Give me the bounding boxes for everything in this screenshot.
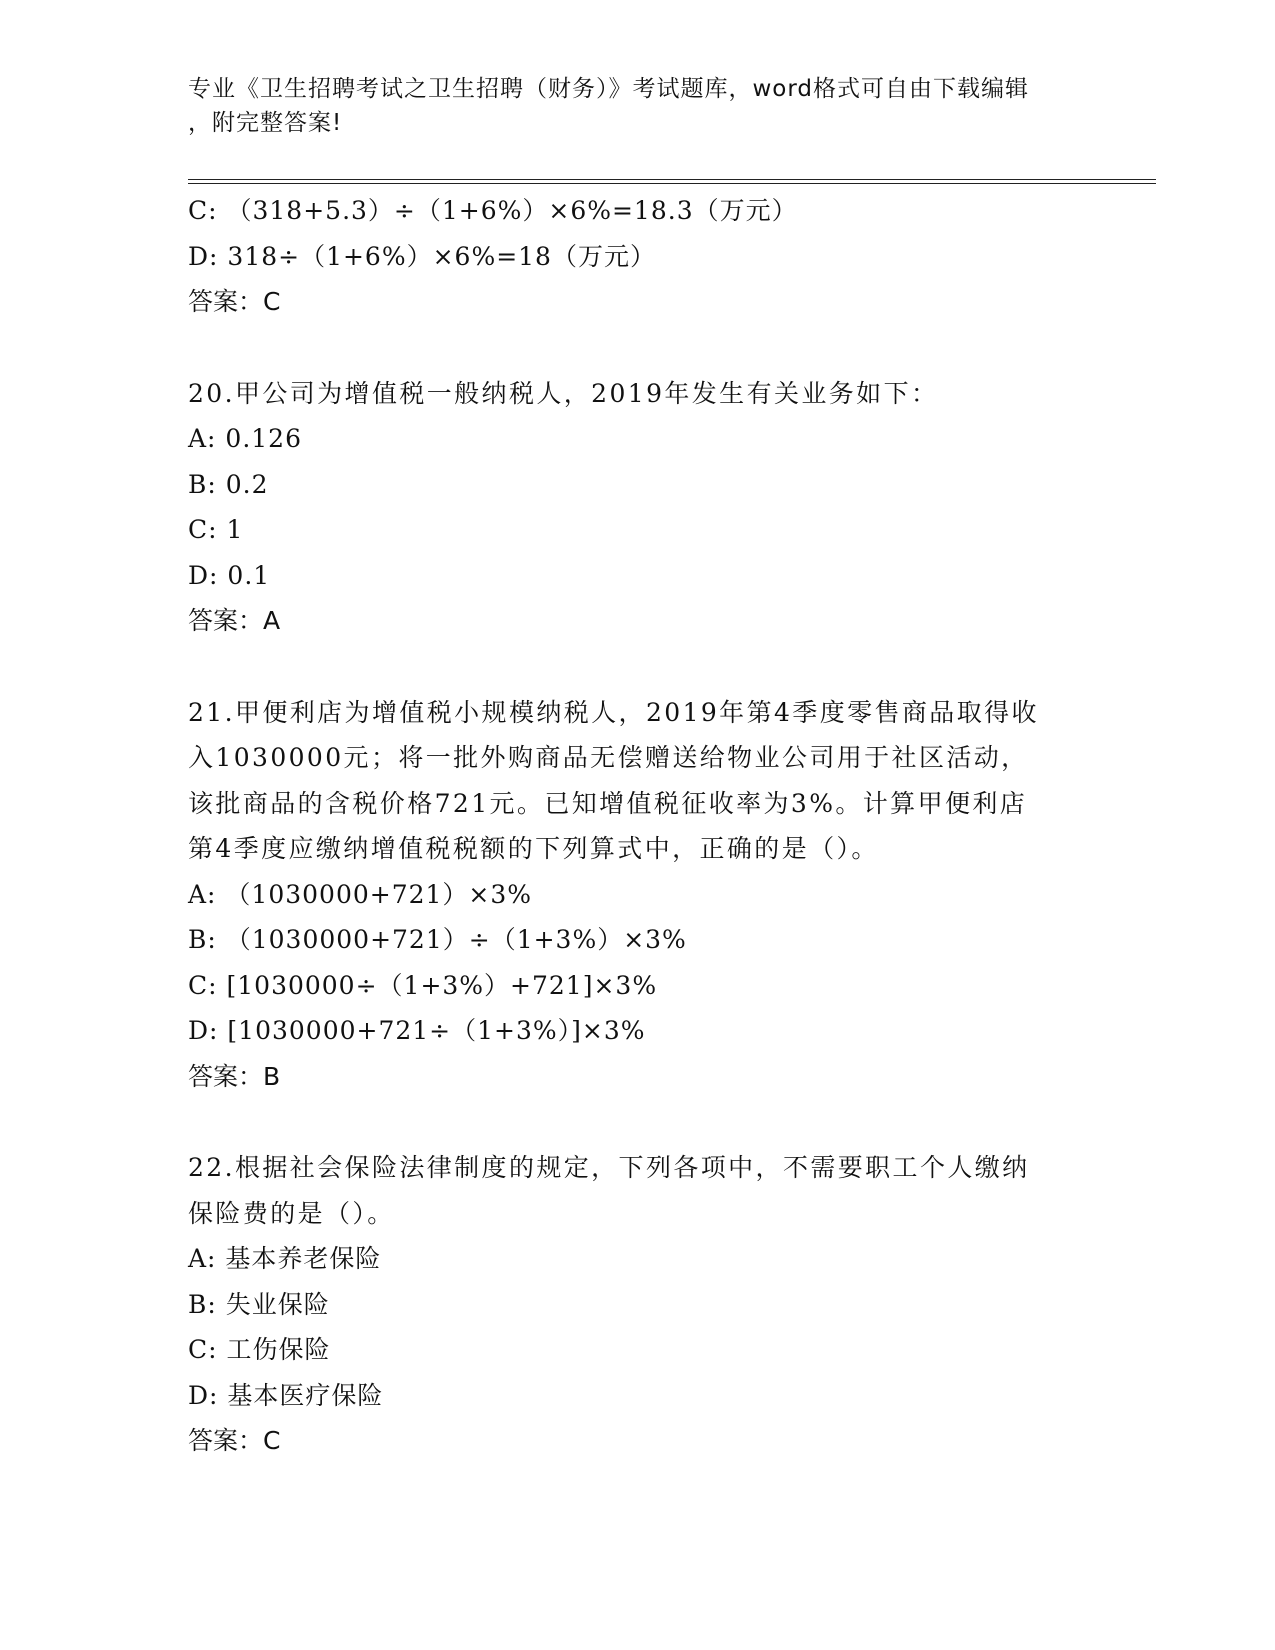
question-text: 入1030000元；将一批外购商品无偿赠送给物业公司用于社区活动， — [188, 743, 1029, 772]
question-text: 第4季度应缴纳增值税税额的下列算式中，正确的是（）。 — [188, 834, 879, 863]
option-d: D: 基本医疗保险 — [188, 1380, 384, 1410]
option-d: D: 0.1 — [188, 560, 271, 590]
question-block — [188, 1145, 1088, 1464]
option-c: C: （318+5.3）÷（1+6%）×6%=18.3（万元） — [188, 196, 798, 225]
question-text: 21.甲便利店为增值税小规模纳税人，2019年第4季度零售商品取得收 — [188, 697, 1039, 727]
question-text: 20.甲公司为增值税一般纳税人，2019年发生有关业务如下： — [188, 378, 939, 408]
header-divider — [188, 179, 1156, 180]
option-d: D: 318÷（1+6%）×6%=18（万元） — [188, 241, 656, 271]
header-title-line-1: 专业《卫生招聘考试之卫生招聘（财务）》考试题库，word格式可自由下载编辑 — [188, 76, 1030, 102]
answer-line: 答案：C — [188, 1426, 281, 1455]
option-b: B: 失业保险 — [188, 1289, 330, 1319]
question-text: 22.根据社会保险法律制度的规定，下列各项中，不需要职工个人缴纳 — [188, 1153, 1030, 1182]
page-header — [188, 72, 1068, 140]
option-a: A: （1030000+721）×3% — [188, 879, 533, 909]
option-c: C: [1030000÷（1+3%）+721]×3% — [188, 970, 658, 1000]
question-block — [188, 690, 1088, 1100]
option-c: C: 工伤保险 — [188, 1335, 331, 1364]
header-divider — [188, 183, 1156, 184]
spacer — [188, 325, 1088, 371]
answer-line: 答案：C — [188, 287, 281, 316]
option-b: B: 0.2 — [188, 469, 269, 499]
answer-line: 答案：A — [188, 606, 281, 635]
question-block — [188, 188, 1088, 325]
option-d: D: [1030000+721÷（1+3%）]×3% — [188, 1016, 646, 1045]
question-text: 保险费的是（）。 — [188, 1198, 395, 1228]
question-list — [188, 188, 1088, 1464]
question-text: 该批商品的含税价格721元。已知增值税征收率为3%。计算甲便利店 — [188, 788, 1028, 818]
spacer — [188, 644, 1088, 690]
option-c: C: 1 — [188, 515, 244, 544]
answer-line: 答案：B — [188, 1061, 281, 1091]
option-a: A: 0.126 — [188, 424, 302, 453]
header-title-line-2: ，附完整答案! — [188, 110, 343, 136]
option-a: A: 基本养老保险 — [188, 1244, 382, 1273]
spacer — [188, 1099, 1088, 1145]
question-block — [188, 371, 1088, 644]
option-b: B: （1030000+721）÷（1+3%）×3% — [188, 925, 687, 954]
